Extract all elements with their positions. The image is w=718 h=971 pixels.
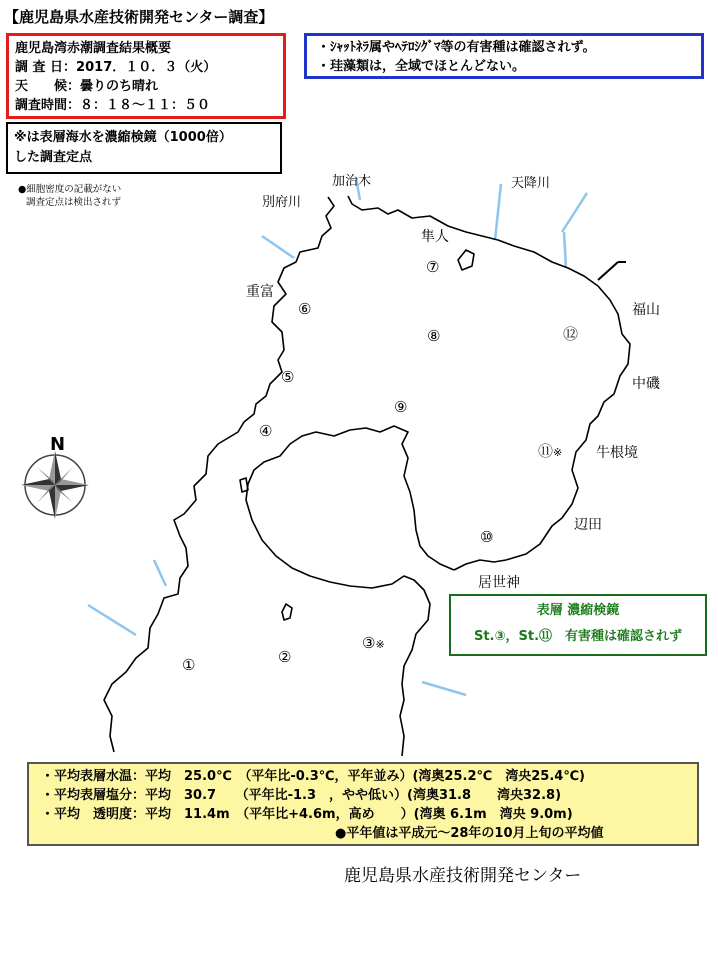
place-fukuyama: 福山 — [632, 302, 660, 318]
station-11: ⑪※ — [538, 442, 563, 460]
footer-organization: 鹿児島県水産技術開発センター — [344, 866, 582, 886]
station-5: ⑤ — [281, 368, 295, 386]
river-east-2 — [564, 232, 566, 268]
note-line-1: ※は表層海水を濃縮検鏡（1000倍） — [14, 130, 232, 145]
station-12: ⑫ — [563, 325, 579, 343]
survey-weather: 天 候：曇りのち晴れ — [15, 79, 159, 94]
station-10: ⑩ — [480, 528, 494, 546]
island-mid — [282, 604, 292, 620]
place-nakaiso: 中磯 — [632, 376, 660, 392]
river-east — [562, 193, 587, 232]
river-west-2 — [88, 605, 136, 635]
station-7: ⑦ — [426, 258, 440, 276]
concentration-result: St.③，St.⑪ 有害種は確認されず — [473, 629, 683, 644]
coast-sakurajima — [246, 426, 454, 756]
survey-date: 調 査 日：2017．１０．３（火） — [15, 60, 217, 75]
place-shigetomi: 重富 — [246, 284, 274, 300]
findings-box — [304, 33, 704, 79]
stat-normal-note: ●平年値は平成元～28年の10月上旬の平均値 — [335, 826, 604, 841]
summary-heading: 鹿児島湾赤潮調査結果概要 — [15, 41, 172, 56]
river-amori — [495, 184, 501, 240]
concentration-title: 表層 濃縮検鏡 — [536, 603, 620, 618]
stat-transparency: ・平均 透明度：平均 11.4m （平年比+4.6m，高め ）(湾奥 6.1m 湾央 9.0m) — [41, 807, 573, 822]
cell-density-note — [18, 183, 121, 209]
survey-time: 調査時間：８：１８～１１：５０ — [15, 98, 211, 113]
finding-diatoms: ・珪藻類は，全域でほとんどない。 — [317, 59, 526, 74]
river-west-1 — [154, 560, 166, 586]
compass-rose — [21, 451, 89, 519]
place-amori-river: 天降川 — [511, 176, 551, 191]
station-6: ⑥ — [298, 300, 312, 318]
fukuyama-marker — [598, 262, 618, 280]
place-isemi: 居世神 — [478, 575, 520, 591]
place-henda: 辺田 — [574, 517, 602, 533]
station-2: ② — [278, 648, 292, 666]
river-south-east — [422, 682, 466, 695]
note-line-2: した調査定点 — [14, 150, 93, 165]
island-west-tip — [240, 478, 248, 492]
concentration-note-box — [6, 122, 282, 174]
stat-salinity: ・平均表層塩分：平均 30.7 （平年比-1.3 ，やや低い）(湾奥31.8 湾央32.8) — [41, 788, 562, 803]
cell-note-line-1: ●細胞密度の記載がない — [18, 184, 122, 195]
survey-summary-box — [6, 33, 286, 119]
concentration-result-box — [449, 594, 707, 656]
place-kajiki: 加治木 — [332, 174, 372, 189]
station-4: ④ — [259, 422, 273, 440]
island-north — [458, 250, 474, 270]
station-1: ① — [182, 656, 196, 674]
station-9: ⑨ — [394, 398, 408, 416]
station-11-mark: ※ — [553, 446, 563, 459]
coast-north-west — [104, 197, 334, 752]
river-beppu — [262, 236, 294, 258]
station-3-mark: ※ — [375, 638, 385, 651]
stat-water-temperature: ・平均表層水温：平均 25.0℃ （平年比-0.3℃，平年並み）(湾奥25.2℃ 湾央25.4℃) — [41, 769, 586, 784]
place-beppu-river: 別府川 — [262, 195, 302, 210]
station-3: ③※ — [362, 634, 385, 652]
station-8: ⑧ — [427, 327, 441, 345]
page-title: 【鹿児島県水産技術開発センター調査】 — [4, 8, 274, 26]
place-ushinezakai: 牛根境 — [596, 445, 638, 461]
cell-note-line-2: 調査定点は検出されず — [26, 197, 122, 208]
average-stats-box — [27, 762, 699, 846]
compass-north-label: N — [50, 434, 66, 455]
place-hayato: 隼人 — [421, 229, 449, 245]
finding-harmful: ・ｼｬｯﾄﾈﾗ属やﾍﾃﾛｼｸﾞﾏ等の有害種は確認されず。 — [317, 40, 596, 55]
